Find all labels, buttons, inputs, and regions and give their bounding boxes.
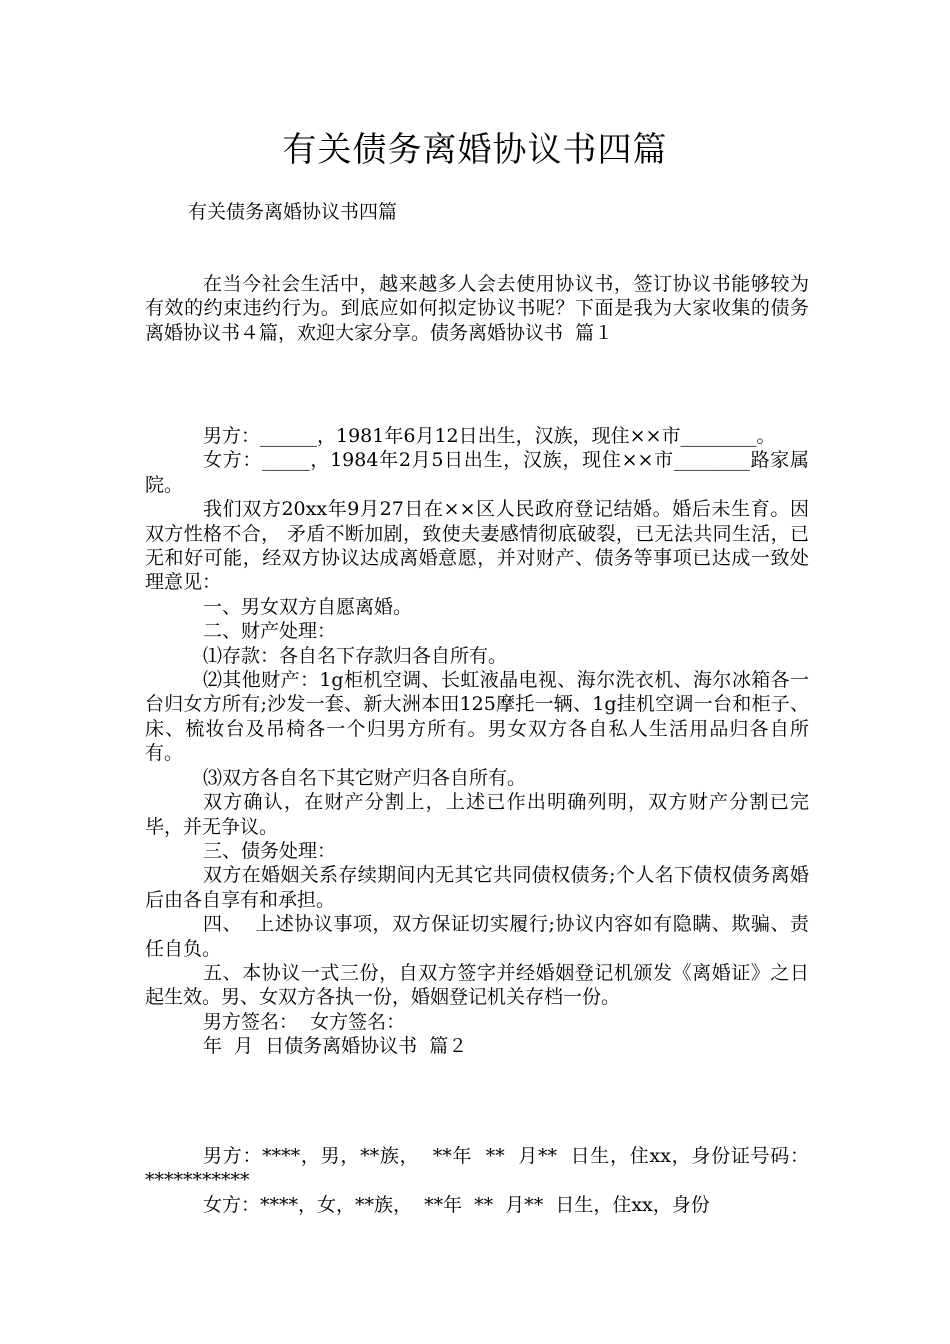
date-line: 年 月 日债务离婚协议书 篇２ <box>203 1035 468 1058</box>
man-info-paragraph: 男方：______，1981年6月12日出生，汉族，现住××市________。 <box>203 425 776 447</box>
document-subtitle: 有关债务离婚协议书四篇 <box>188 201 398 223</box>
other-property-item: ⑵其他财产：1g柜机空调、长虹液晶电视、海尔洗衣机、海尔冰箱各一台归女方所有;沙发一套、新大洲本田125摩托一辆、1g挂机空调一台和柜子、床、梳妆台及吊椅各一个归男方所有。男女双方各自私人生活用品归各自所有。 <box>145 669 809 765</box>
agreement-one-section <box>145 424 809 1059</box>
signature-line: 男方签名： 女方签名： <box>203 1010 406 1033</box>
woman-info-paragraph-2: 女方：****，女，**族， **年 ** 月** 日生，住xx，身份 <box>203 1193 710 1216</box>
debt-paragraph: 双方在婚姻关系存续期间内无其它共同债权债务;个人名下债权债务离婚后由各自享有和承担。 <box>145 864 809 911</box>
clause-two-heading: 二、财产处理： <box>203 620 337 643</box>
clause-four: 四、 上述协议事项，双方保证切实履行;协议内容如有隐瞒、欺骗、责任自负。 <box>145 913 809 960</box>
clause-five: 五、本协议一式三份，自双方签字并经婚姻登记机颁发《离婚证》之日起生效。男、女双方各执一份，婚姻登记机关存档一份。 <box>145 961 809 1009</box>
remaining-property-item: ⑶双方各自名下其它财产归各自所有。 <box>203 766 527 789</box>
intro-paragraph: 在当今社会生活中，越来越多人会去使用协议书，签订协议书能够较为有效的约束违约行为。到底应如何拟定协议书呢？下面是我为大家收集的债务离婚协议书４篇，欢迎大家分享。债务离婚协议书 篇１ <box>145 273 809 344</box>
woman-info-paragraph: 女方：_____，1984年2月5日出生，汉族，现住××市________路家属院。 <box>145 449 809 496</box>
document-title: 有关债务离婚协议书四篇 <box>282 130 668 170</box>
clause-one: 一、男女双方自愿离婚。 <box>203 595 413 618</box>
intro-section <box>145 272 809 345</box>
agreement-two-section <box>145 1144 809 1217</box>
clause-three-heading: 三、债务处理： <box>203 839 337 862</box>
savings-item: ⑴存款：各自名下存款归各自所有。 <box>203 644 508 667</box>
property-confirmation: 双方确认，在财产分割上，上述已作出明确列明，双方财产分割已完毕，并无争议。 <box>145 791 809 838</box>
man-info-paragraph-2: 男方：****，男，**族， **年 ** 月** 日生，住xx，身份证号码：*********** <box>145 1145 809 1192</box>
marriage-paragraph: 我们双方20xx年9月27日在××区人民政府登记结婚。婚后未生育。因双方性格不合， 矛盾不断加剧，致使夫妻感情彻底破裂，已无法共同生活，已无和好可能，经双方协议达成离婚意愿，并对财产、债务等事项已达成一致处理意见： <box>145 498 809 594</box>
